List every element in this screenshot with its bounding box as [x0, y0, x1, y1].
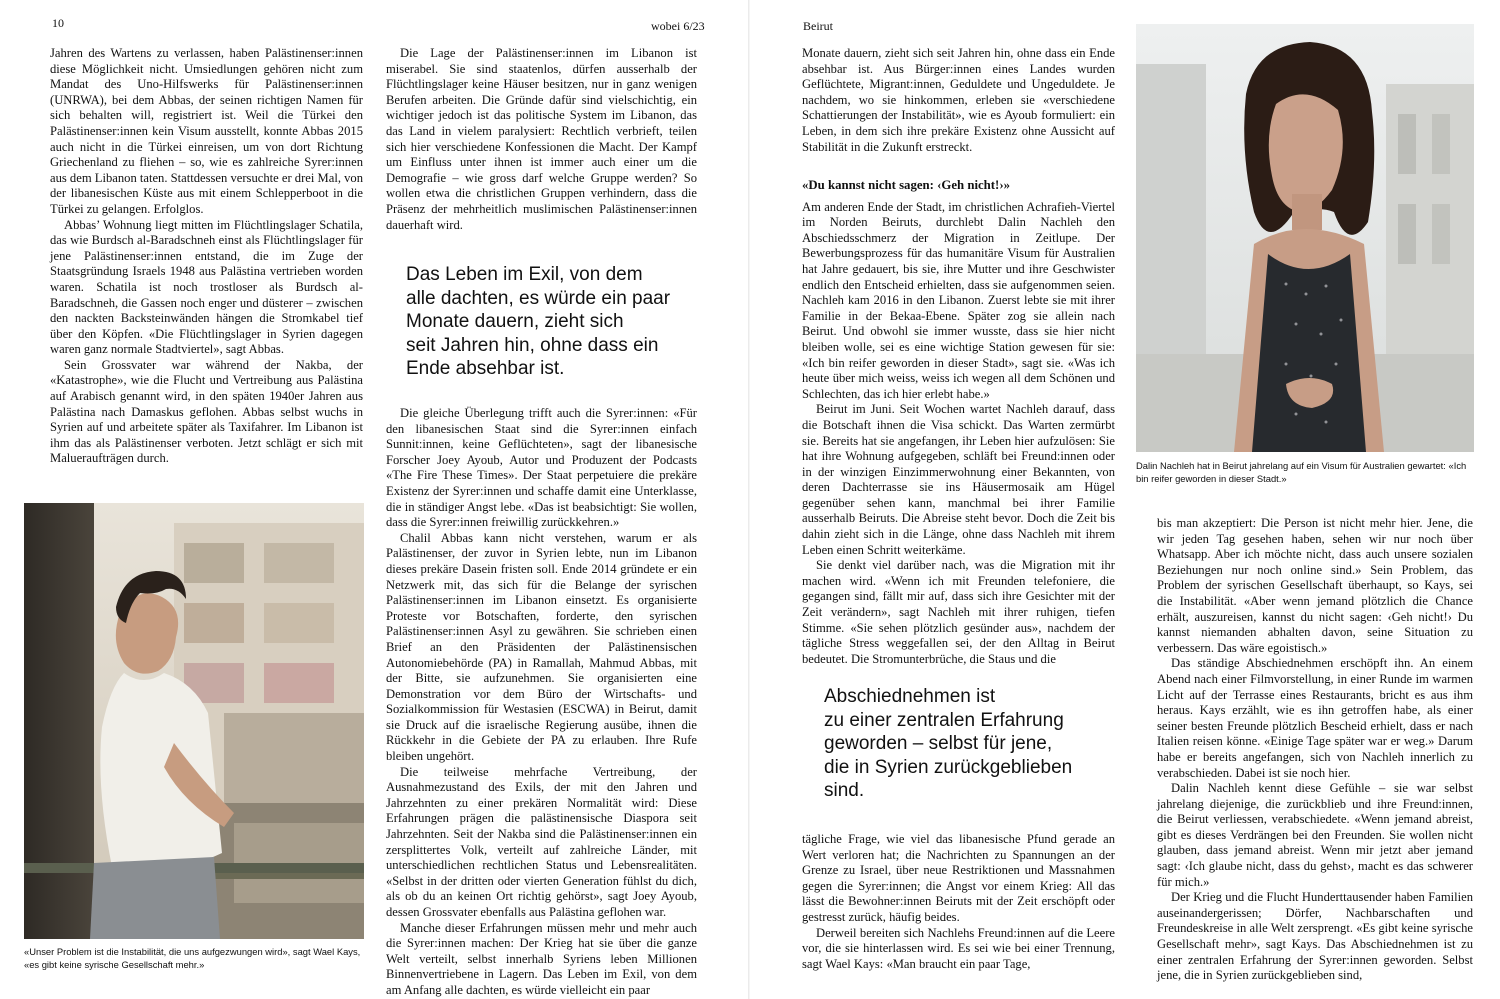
- body-paragraph: Die Lage der Palästinenser:innen im Libanon ist miserabel. Sie sind staatenlos, dürfen ausserhalb der Flüchtlingslager keine Häuser besitzen, nur in ganz wenigen Berufen arbeiten. Die Gründe dafür sind vielschichtig, ein wichtiger jedoch ist das politische System im Libanon, das das Land in vielem paralysiert: Rechtlich verbrieft, teilen sich hier verschiedene Konfessionen die Macht. Der Kampf um Einfluss unter ihnen ist immer auch einer um die Demografie – wie gross darf welche Gruppe werden? So wollen etwa die christlichen Gruppen verhindern, dass die Präsenz der mehrheitlich muslimischen Palästinenser:innen dauerhaft wird.: [386, 46, 697, 232]
- body-paragraph: Am anderen Ende der Stadt, im christlichen Achrafieh-Viertel im Norden Beiruts, durchlebt Dalin Nachleh den Abschiedsschmerz der Migration in Zeitlupe. Der Bewerbungsprozess für das humanitäre Visum für Australien hat Jahre gedauert, bis sie, ihre Mutter und ihre Geschwister endlich den Entscheid erhielten, dass sie aufgenommen seien. Nachleh kam 2016 in den Libanon. Zuerst lebte sie mit ihrer Familie in der Bekaa-Ebene. Später zog sie allein nach Beirut. Und obwohl sie immer wusste, dass sie hier nicht bleiben wolle, sei es eine wichtige Station gewesen für sie: «Ich bin reifer geworden in dieser Stadt», sagt sie. «Was ich heute über mich weiss, weiss ich wegen all dem Schönen und Schlechten, das ich hier erlebt habe.»: [802, 199, 1115, 401]
- body-paragraph: Monate dauern, zieht sich seit Jahren hin, ohne dass ein Ende absehbar ist. Aus Bürger:innen eines Landes wurden Geflüchtete, Migrant:innen, Geduldete und Ungeduldete. Je nachdem, wo sie hinkommen, erleben sie «verschiedene Schattierungen der Instabilität», wie es Ayoub formuliert: ein Leben, in dem sich ihre prekäre Existenz ohne Aussicht auf Stabilität in die Zukunft erstreckt.: [802, 46, 1115, 154]
- body-paragraph: Beirut im Juni. Seit Wochen wartet Nachleh darauf, dass die Botschaft ihnen die Visa schickt. Das Warten zermürbt sie. Bereits hat sie angefangen, ihr Leben hier aufzulösen: Sie hat ihre Wohnung aufgegeben, schläft bei Freund:innen oder in der winzigen Einzimmerwohnung einer Bekannten, von deren Dachterrasse sie ins Häusermosaik am Hügel gegenüber sehen kann, manchmal bei ihrer Familie ausserhalb Beiruts. Die Abreise steht bevor. Doch die Zeit bis dahin zieht sich in die Länge, ohne dass Nachleh mit ihrem Leben einen Schritt weiterkäme.: [802, 402, 1115, 557]
- body-paragraph: Jahren des Wartens zu verlassen, haben Palästinenser:innen diese Möglichkeit nicht. Umsiedlungen gehören nicht zum Mandat des Uno-Hilfswerks für Palästinenser:innen (UNRWA), bei dem Abbas, der seinen richtigen Namen für sich behalten will, registriert ist. Weil die Türkei den Palästinenser:innen kein Visum ausstellt, konnte Abbas 2015 auch nicht in die Türkei einreisen, um von dort Richtung Griechenland zu fliehen – so, wie es zahlreiche Syrer:innen aus dem Libanon taten. Stattdessen versuchte er drei Mal, von der libanesischen Küste aus mit einem Schlepperboot in die Türkei zu gelangen. Erfolglos.: [50, 46, 364, 216]
- body-paragraph: Sein Grossvater war während der Nakba, der «Katastrophe», wie die Flucht und Vertreibung aus Palästina auf Arabisch genannt wird, in den späten 1940er Jahren aus Palästina nach Damaskus geflohen. Abbas selbst wuchs in Syrien auf und arbeitete später als Taxifahrer. Im Libanon ist ihm das als Palästinenser verboten. Jetzt schlägt er sich mit Malueraufträgen durch.: [50, 357, 363, 466]
- page-number: 10: [52, 16, 64, 30]
- body-paragraph: Derweil bereiten sich Nachlehs Freund:innen auf die Leere vor, die sie hinterlassen wird. Es sei wie bei einer Trennung, sagt Wael Kays: «Man braucht ein paar Tage,: [802, 925, 1115, 971]
- pull-quote-line: Monate dauern, zieht sich: [406, 311, 624, 332]
- body-paragraph: tägliche Frage, wie viel das libanesische Pfund gerade an Wert verloren hat; die Nachrichten zu Spannungen an der Grenze zu Israel, über neue Restriktionen und Massnahmen gegen die Syrer:innen; die Angst vor einem Krieg: All das lässt die Bewohner:innen Beiruts mit der Zeit erschöpft oder gestresst zurück, häufig beides.: [802, 832, 1115, 924]
- pull-quote-line: geworden – selbst für jene,: [824, 733, 1053, 754]
- right-pull-quote: [824, 685, 1124, 803]
- rooftop-portrait-image: [1136, 24, 1474, 452]
- pull-quote-line: seit Jahren hin, ohne dass ein: [406, 334, 659, 356]
- section-subheading: «Du kannst nicht sagen: ‹Geh nicht!›»: [802, 178, 1010, 192]
- pull-quote-line: zu einer zentralen Erfahrung: [824, 709, 1064, 731]
- body-paragraph: Abbas’ Wohnung liegt mitten im Flüchtlingslager Schatila, das wie Burdsch al-Baradschneh einst als Flüchtlingslager für jene Palästinenser:innen entstand, die im Zuge der Staatsgründung Israels 1948 aus Palästina vertrieben worden waren. Schatila ist noch trostloser als Burdsch al-Baradschneh, die Gassen noch enger und düsterer – zwischen den nackten Backsteinwänden hängen die Stromkabel tief über den Köpfen. «Die Flüchtlingslager in Syrien dagegen waren ganz normale Stadtviertel», sagt Abbas.: [50, 217, 363, 357]
- pull-quote-line: alle dachten, es würde ein paar: [406, 287, 671, 309]
- pull-quote-line: Das Leben im Exil, von dem: [406, 264, 643, 285]
- right-column-3-bottom: [802, 832, 1115, 972]
- right-page: [750, 0, 1500, 999]
- right-photo-caption: Dalin Nachleh hat in Beirut jahrelang auf ein Visum für Australien gewartet: «Ich bin reifer geworden in dieser Stadt.»: [1136, 460, 1467, 484]
- left-column-2-top: [386, 46, 697, 233]
- pull-quote-line: Ende absehbar ist.: [406, 358, 565, 379]
- left-photo-caption: «Unser Problem ist die Instabilität, die uns aufgezwungen wird», sagt Wael Kays, «es gibt keine syrische Gesellschaft mehr.»: [24, 946, 361, 970]
- right-column-3-mid: [802, 178, 1115, 667]
- body-paragraph: bis man akzeptiert: Die Person ist nicht mehr hier. Jene, die wir jeden Tag gesehen haben, sehen wir nur noch über Whatsapp. Aber ich möchte nicht, dass auch unsere sozialen Beziehungen nur noch online sind.» Sein Problem, das Problem der syrischen Gesellschaft überhaupt, so Kays, sei die Instabilität. «Aber wenn jemand plötzlich die Chance erhält, auszureisen, kannst du nicht sagen: ‹Geh nicht!› Du kannst niemanden abhalten davon, seine Situation zu verbessern. Das wäre egoistisch.»: [1157, 516, 1473, 655]
- body-paragraph: Der Krieg und die Flucht Hunderttausender haben Familien auseinandergerissen; Dörfer, Nachbarschaften und Freundeskreise in alle Welt zersprengt. «Es gibt keine syrische Gesellschaft mehr», sagt Kays. Das Abschiednehmen ist zu einer zentralen Erfahrung der Syrer:innen geworden. Selbst jene, die in Syrien zurückgeblieben sind,: [1157, 890, 1473, 983]
- left-column-1: [50, 46, 363, 467]
- left-column-2-bottom: [386, 406, 697, 999]
- left-pull-quote: [406, 263, 706, 381]
- body-paragraph: Die gleiche Überlegung trifft auch die Syrer:innen: «Für den libanesischen Staat sind die Syrer:innen einfach Sunnit:innen, keine Geflüchteten», sagt der libanesische Forscher Joey Ayoub, Autor und Produzent der Podcasts «The Fire These Times». Der Staat perpetuiere die prekäre Existenz der Syrer:innen und schaffe damit eine Unterklasse, die in ständiger Angst lebe. «Das ist beabsichtigt: Sie wollen, dass die Syrer:innen freiwillig zurückkehren.»: [386, 406, 697, 530]
- body-paragraph: Dalin Nachleh kennt diese Gefühle – sie war selbst jahrelang diejenige, die zurückblieb und ihre Freund:innen, die Beirut verliessen, verabschiedete. «Wenn jemand abreist, gibt es dieses Verdrängen bei den Freunden. Sie wollen nicht glauben, dass jemand abreist. Wenn mir jetzt aber jemand sagt: ‹Ich glaube nicht, dass du gehst›, macht es das schwerer für mich.»: [1157, 781, 1473, 889]
- pull-quote-line: sind.: [824, 780, 865, 801]
- balcony-portrait-image: [24, 503, 364, 939]
- body-paragraph: Das ständige Abschiednehmen erschöpft ihn. An einem Abend nach einer Filmvorstellung, in einer Runde im warmen Licht auf der Terrasse eines Restaurants, bricht es aus ihm heraus. Kays erzählt, wie es ihn getroffen habe, als einer seiner besten Freunde plötzlich Bescheid erhielt, dass er nach Italien reisen könne. «Einige Tage später war er weg.» Darum habe er bereits angefangen, sich von Nachleh innerlich zu verabschieden. Dabei ist sie noch hier.: [1157, 656, 1473, 780]
- photo-dalin-nachleh: [1136, 24, 1474, 452]
- body-paragraph: Sie denkt viel darüber nach, was die Migration mit ihr machen wird. «Wenn ich mit Freunden telefoniere, die gegangen sind, fällt mir auf, dass sich ihre Gesichter mit der Zeit verändern», sagt Nachleh mit ihrer ruhigen, tiefen Stimme. «Sie sehen plötzlich gesünder aus», nachdem der tägliche Stress weggefallen sei, der den Alltag in Beirut bedeutet. Die Stromunterbrüche, die Staus und die: [802, 558, 1115, 666]
- photo-wael-kays: [24, 503, 364, 939]
- right-column-3-top: [802, 46, 1115, 155]
- body-paragraph: Die teilweise mehrfache Vertreibung, der Ausnahmezustand des Exils, der mit den Jahren und Jahrzehnten zu einer prekären Normalität wird: Diese Erfahrungen prägen die palästinensische Diaspora seit Jahrzehnten. Seit der Nakba sind die Palästinenser:innen ein zersplittertes Volk, verteilt auf zahlreiche Länder, mit unterschiedlichen rechtlichen Status und Lebensrealitäten. «Selbst in der dritten oder vierten Generation fühlst du dich, als ob du an keinen Ort richtig gehörst», sagt Joey Ayoub, dessen Grossvater ebenfalls aus Palästina geflohen war.: [386, 764, 697, 919]
- pull-quote-line: Abschiednehmen ist: [824, 686, 996, 707]
- body-paragraph: Chalil Abbas kann nicht verstehen, warum er als Palästinenser, der zuvor in Syrien lebte, nun im Libanon dieses prekäre Dasein fristen soll. Ende 2014 gründete er ein Netzwerk mit, das sich für die Belange der syrischen Palästinenser:innen im Libanon einsetzt. Es organisierte Proteste vor Botschaften, forderte, den syrischen Palästinenser:innen Asyl zu gewähren. Sie schrieben einen Brief an den Präsidenten der Palästinensischen Autonomiebehörde (PA) in Ramallah, Mahmud Abbas, mit der Bitte, sie aufzunehmen. Sie organisierten eine Demonstration vor dem Büro der Wirtschafts- und Sozialkommission für Westasien (ESCWA) in Beirut, damit sie Druck auf die israelische Regierung ausübe, ihnen die Rückkehr in die Gebiete der PA zu erlauben. Ihre Rufe bleiben ungehört.: [386, 530, 697, 764]
- section-label: Beirut: [803, 19, 833, 33]
- body-paragraph: Manche dieser Erfahrungen müssen mehr und mehr auch die Syrer:innen machen: Der Krieg hat sie über die ganze Welt verteilt, selbst innerhalb Syriens leben Millionen Binnenvertriebene in Lagern. Das Leben im Exil, von dem am Anfang alle dachten, es würde vielleicht ein paar: [386, 920, 697, 997]
- right-column-4: [1157, 516, 1473, 984]
- issue-label: wobei 6/23: [651, 19, 705, 33]
- pull-quote-line: die in Syrien zurückgeblieben: [824, 756, 1073, 778]
